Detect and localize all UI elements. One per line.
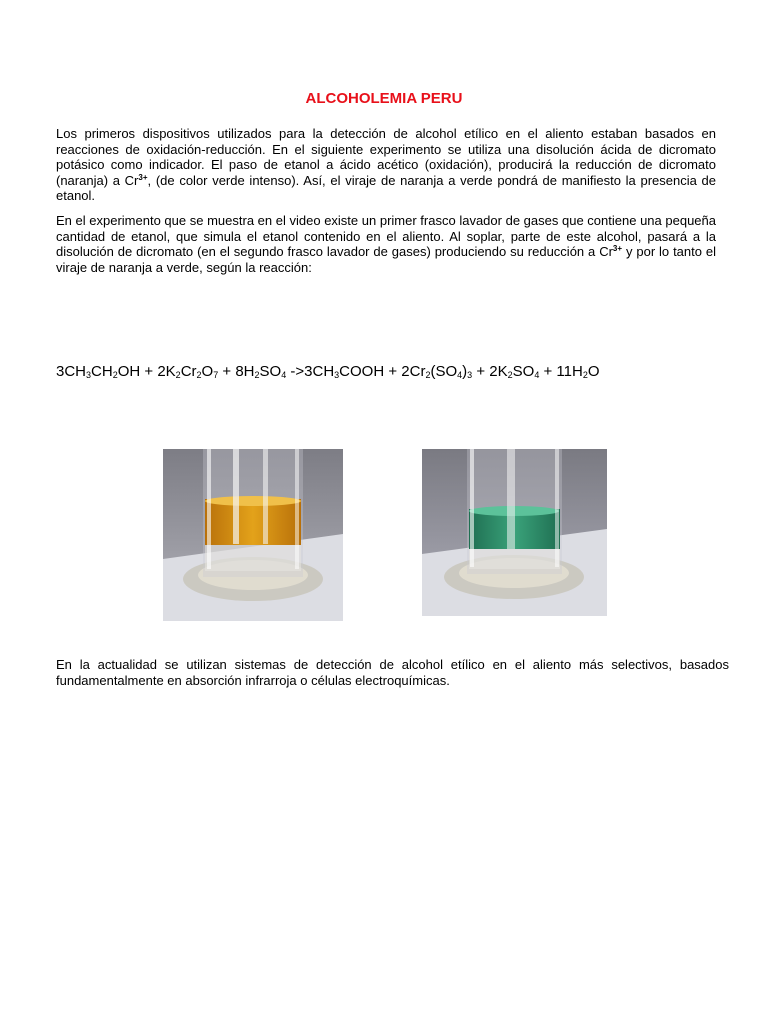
equation-subscript: 4: [534, 370, 540, 380]
equation-subscript: 2: [196, 370, 202, 380]
paragraph-text: , (de color verde intenso). Así, el viraje de naranja a verde pondrá de manifiesto la presencia de etanol.: [56, 172, 716, 203]
equation-subscript: 2: [254, 370, 260, 380]
equation-subscript: 2: [425, 370, 431, 380]
equation-text: ): [462, 363, 468, 380]
equation-subscript: 3: [467, 370, 473, 380]
equation-subscript: 3: [334, 370, 340, 380]
superscript-charge: 3+: [138, 172, 148, 182]
equation-subscript: 2: [112, 370, 118, 380]
equation-text: (SO: [430, 363, 458, 380]
equation-subscript: 2: [507, 370, 513, 380]
green-solution-photo: [422, 449, 607, 616]
equation-text: SO: [512, 363, 535, 380]
equation-text: + 2K: [472, 363, 508, 380]
equation-text: CH: [91, 363, 113, 380]
equation-subscript: 4: [281, 370, 287, 380]
equation-subscript: 2: [582, 370, 588, 380]
equation-text: SO: [259, 363, 282, 380]
equation-subscript: 2: [175, 370, 181, 380]
equation-text: + 11H: [539, 363, 583, 380]
paragraph-text: En el experimento que se muestra en el video existe un primer frasco lavador de gases que contiene una pequeña cantidad de etanol, que simula el etanol contenido en el aliento. Al soplar, parte de este alcohol, pasará a la disolución de dicromato (en el segundo frasco lavador de gases) produciendo su reducción a Cr: [56, 213, 716, 259]
equation-subscript: 3: [86, 370, 92, 380]
equation-text: Cr: [180, 363, 197, 380]
orange-solution-photo: [163, 449, 343, 621]
equation-subscript: 4: [457, 370, 463, 380]
equation-text: + 8H: [218, 363, 255, 380]
equation-text: COOH + 2Cr: [339, 363, 426, 380]
page-title: ALCOHOLEMIA PERU: [305, 90, 463, 107]
experiment-paragraph: [56, 213, 716, 275]
equation-text: 3CH: [56, 363, 87, 380]
equation-text: OH + 2K: [117, 363, 176, 380]
equation-text: O: [587, 363, 600, 380]
paragraph-text: Los primeros dispositivos utilizados para la detección de alcohol etílico en el aliento estaban basados en reacciones de oxidación-reducción. En el siguiente experimento se utiliza una disolución ácida de dicromato potásico como indicador. El paso de etanol a ácido acético (oxidación), producirá la reducción de dicromato (naranja) a Cr: [56, 126, 716, 188]
chemical-equation: [56, 363, 600, 380]
intro-paragraph: [56, 126, 716, 204]
superscript-charge: 3+: [612, 244, 623, 253]
equation-subscript: 7: [213, 370, 219, 380]
paragraph-text: y por lo tanto el viraje de naranja a verde, según la reacción:: [56, 244, 717, 275]
equation-text: O: [201, 363, 214, 380]
closing-paragraph: En la actualidad se utilizan sistemas de detección de alcohol etílico en el aliento más selectivos, basados fundamentalmente en absorción infrarroja o células electroquímicas.: [56, 657, 729, 688]
equation-text: ->3CH: [286, 363, 335, 380]
